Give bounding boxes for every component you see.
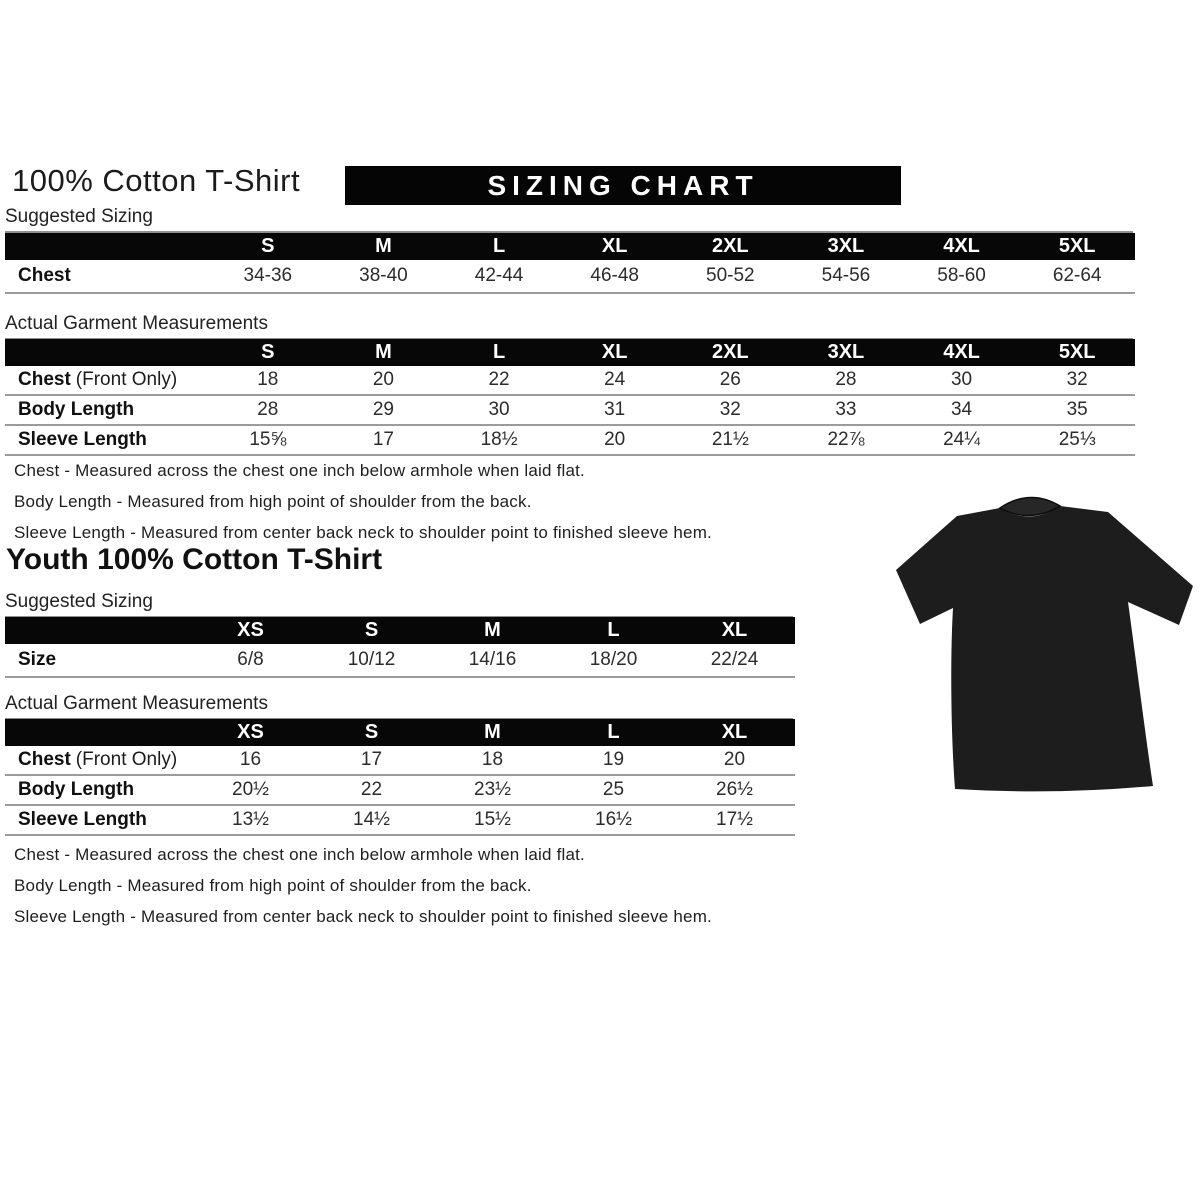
table-row bbox=[5, 746, 795, 776]
col-header: 5XL bbox=[1058, 341, 1096, 363]
adult-suggested-sizing-label: Suggested Sizing bbox=[5, 206, 1133, 233]
value-cell: 34-36 bbox=[243, 265, 293, 286]
youth-suggested-table bbox=[5, 617, 795, 678]
col-header: XS bbox=[237, 619, 264, 641]
value-cell: 28 bbox=[835, 369, 857, 390]
youth-title: Youth 100% Cotton T-Shirt bbox=[6, 543, 383, 576]
col-header: S bbox=[364, 619, 379, 641]
value-cell: 28 bbox=[257, 399, 279, 420]
value-cell: 30 bbox=[950, 369, 973, 390]
row-label: Sleeve Length bbox=[18, 809, 147, 830]
row-label: Chest bbox=[18, 265, 71, 286]
col-header: XL bbox=[601, 235, 628, 257]
value-cell: 22/24 bbox=[710, 649, 759, 670]
value-cell: 14/16 bbox=[468, 649, 517, 670]
note-line: Body Length - Measured from high point of shoulder from the back. bbox=[14, 876, 532, 895]
row-label: Body Length bbox=[18, 779, 135, 800]
note-line: Sleeve Length - Measured from center back neck to shoulder point to finished sleeve hem. bbox=[14, 523, 712, 542]
value-cell: 58-60 bbox=[937, 265, 986, 286]
adult-suggested-table bbox=[5, 233, 1135, 294]
value-cell: 10/12 bbox=[347, 649, 396, 670]
value-cell: 16 bbox=[239, 749, 262, 770]
row-label: Sleeve Length bbox=[18, 429, 147, 450]
value-cell: 22⅞ bbox=[827, 429, 865, 450]
col-header: XL bbox=[721, 721, 748, 743]
table-row bbox=[5, 644, 795, 678]
table-row bbox=[5, 806, 795, 836]
value-cell: 54-56 bbox=[821, 265, 871, 286]
col-header: S bbox=[261, 235, 275, 257]
adult-suggested-table-header bbox=[5, 233, 1135, 260]
table-row bbox=[5, 260, 1135, 294]
page-title: 100% Cotton T-Shirt bbox=[12, 163, 301, 198]
youth-actual-measurements-label: Actual Garment Measurements bbox=[5, 693, 793, 720]
row-label: Size bbox=[18, 649, 57, 670]
note-line: Chest - Measured across the chest one inch below armhole when laid flat. bbox=[14, 461, 585, 480]
value-cell: 33 bbox=[835, 399, 857, 420]
col-header: M bbox=[484, 619, 501, 641]
value-cell: 15⅝ bbox=[249, 429, 287, 450]
value-cell: 13½ bbox=[232, 809, 269, 830]
youth-suggested-table-header bbox=[5, 617, 795, 644]
col-header: S bbox=[364, 721, 379, 743]
value-cell: 25 bbox=[602, 779, 625, 800]
note-line: Chest - Measured across the chest one inch below armhole when laid flat. bbox=[14, 845, 585, 864]
value-cell: 26½ bbox=[716, 779, 753, 800]
value-cell: 22 bbox=[360, 779, 383, 800]
col-header: XL bbox=[721, 619, 748, 641]
value-cell: 38-40 bbox=[359, 265, 408, 286]
value-cell: 20 bbox=[604, 429, 626, 450]
col-header: 3XL bbox=[827, 341, 865, 363]
black-tshirt-image bbox=[888, 478, 1198, 808]
row-label: Chest (Front Only) bbox=[18, 369, 178, 390]
col-header: L bbox=[607, 721, 620, 743]
value-cell: 22 bbox=[488, 369, 510, 390]
col-header: M bbox=[484, 721, 501, 743]
col-header: 2XL bbox=[711, 235, 749, 257]
value-cell: 32 bbox=[1066, 369, 1088, 390]
value-cell: 19 bbox=[602, 749, 625, 770]
row-label: Body Length bbox=[18, 399, 135, 420]
value-cell: 24 bbox=[604, 369, 626, 390]
adult-measurement-notes bbox=[14, 461, 712, 554]
col-header: XL bbox=[601, 341, 628, 363]
value-cell: 30 bbox=[488, 399, 510, 420]
value-cell: 50-52 bbox=[706, 265, 755, 286]
value-cell: 17 bbox=[372, 429, 394, 450]
col-header: L bbox=[492, 341, 506, 363]
value-cell: 18 bbox=[481, 749, 504, 770]
value-cell: 32 bbox=[719, 399, 741, 420]
value-cell: 16½ bbox=[595, 809, 632, 830]
value-cell: 20 bbox=[372, 369, 394, 390]
table-row bbox=[5, 366, 1135, 396]
value-cell: 42-44 bbox=[474, 265, 524, 286]
table-row bbox=[5, 426, 1135, 456]
col-header: 2XL bbox=[711, 341, 749, 363]
note-line: Body Length - Measured from high point of shoulder from the back. bbox=[14, 492, 532, 511]
adult-actual-measurements-label: Actual Garment Measurements bbox=[5, 313, 1133, 340]
sizing-chart-banner bbox=[345, 166, 901, 205]
value-cell: 20½ bbox=[232, 779, 269, 800]
value-cell: 24¼ bbox=[943, 429, 981, 450]
col-header: XS bbox=[237, 721, 264, 743]
row-label: Chest (Front Only) bbox=[18, 749, 178, 770]
youth-measurement-notes bbox=[14, 845, 712, 938]
value-cell: 21½ bbox=[711, 429, 749, 450]
value-cell: 18 bbox=[257, 369, 279, 390]
value-cell: 29 bbox=[372, 399, 394, 420]
col-header: 3XL bbox=[827, 235, 865, 257]
sizing-chart-banner-text: SIZING CHART bbox=[487, 169, 759, 201]
value-cell: 18½ bbox=[480, 429, 518, 450]
adult-actual-table-header bbox=[5, 339, 1135, 366]
col-header: M bbox=[375, 235, 392, 257]
note-line: Sleeve Length - Measured from center back neck to shoulder point to finished sleeve hem. bbox=[14, 907, 712, 926]
value-cell: 17½ bbox=[716, 809, 753, 830]
col-header: 4XL bbox=[943, 235, 980, 257]
value-cell: 62-64 bbox=[1052, 265, 1102, 286]
col-header: 5XL bbox=[1058, 235, 1096, 257]
adult-actual-table bbox=[5, 339, 1135, 456]
youth-suggested-sizing-label: Suggested Sizing bbox=[5, 591, 793, 618]
col-header: 4XL bbox=[943, 341, 980, 363]
col-header: S bbox=[261, 341, 275, 363]
col-header: L bbox=[492, 235, 506, 257]
value-cell: 18/20 bbox=[589, 649, 638, 670]
value-cell: 46-48 bbox=[590, 265, 639, 286]
value-cell: 17 bbox=[360, 749, 383, 770]
table-row bbox=[5, 396, 1135, 426]
value-cell: 6/8 bbox=[237, 649, 264, 670]
youth-actual-table-header bbox=[5, 719, 795, 746]
col-header: L bbox=[607, 619, 620, 641]
value-cell: 31 bbox=[604, 399, 626, 420]
value-cell: 14½ bbox=[353, 809, 390, 830]
col-header: M bbox=[375, 341, 392, 363]
value-cell: 34 bbox=[950, 399, 973, 420]
value-cell: 15½ bbox=[474, 809, 511, 830]
value-cell: 20 bbox=[723, 749, 746, 770]
tshirt-body bbox=[896, 506, 1193, 791]
value-cell: 25⅓ bbox=[1058, 429, 1096, 450]
youth-actual-table bbox=[5, 719, 795, 836]
value-cell: 23½ bbox=[474, 779, 511, 800]
value-cell: 35 bbox=[1066, 399, 1088, 420]
table-row bbox=[5, 776, 795, 806]
value-cell: 26 bbox=[719, 369, 741, 390]
